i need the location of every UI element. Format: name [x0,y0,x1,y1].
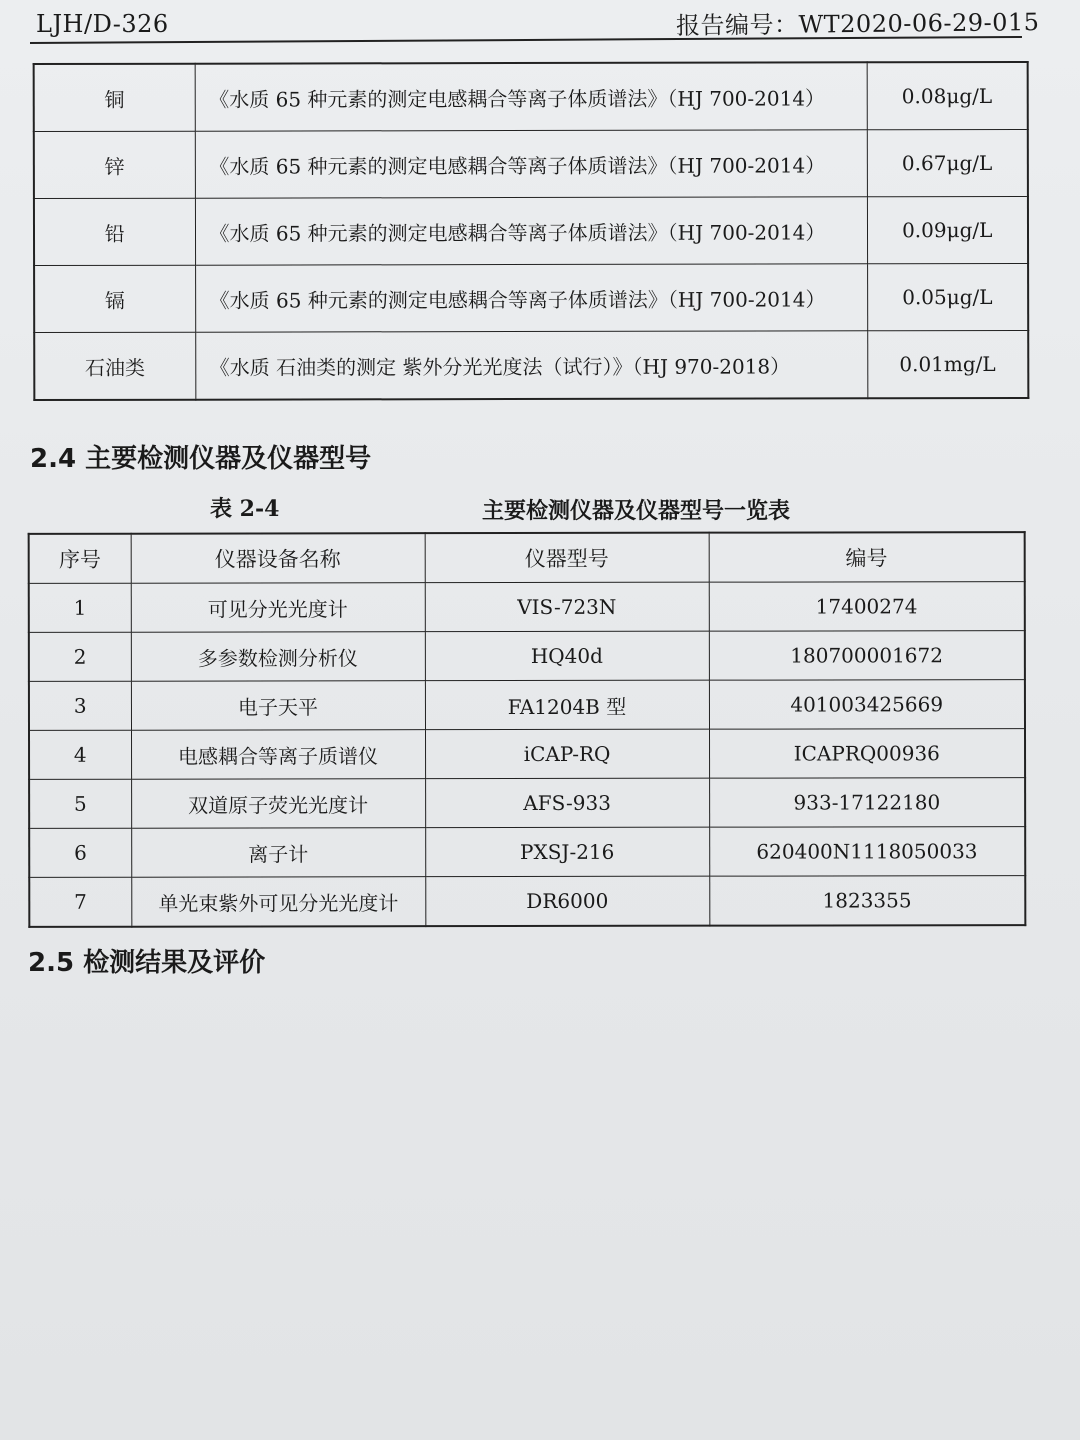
number-cell: 17400274 [709,582,1025,632]
table-row [29,729,1025,780]
header-number: 编号 [709,532,1025,582]
doc-code: LJH/D-326 [36,10,169,38]
table-row [34,129,1028,198]
method-cell: 《水质 石油类的测定 紫外分光光度法（试行）》（HJ 970-2018） [195,331,867,400]
model-cell: HQ40d [425,631,709,680]
table-title: 主要检测仪器及仪器型号一览表 [482,498,791,524]
serial-cell: 4 [29,730,131,779]
model-cell: DR6000 [425,876,709,926]
table-row [29,680,1025,731]
limit-cell: 0.08μg/L [867,62,1028,130]
table-row [29,631,1025,682]
serial-cell: 7 [29,877,131,927]
method-cell: 《水质 65 种元素的测定电感耦合等离子体质谱法》（HJ 700-2014） [195,264,867,332]
methods-table [33,61,1030,401]
table-row [29,778,1025,829]
report-number: 报告编号：WT2020-06-29-015 [675,8,1040,40]
table-header-row [29,532,1025,583]
instrument-name-cell: 双道原子荧光光度计 [131,779,425,829]
section-heading-2-5: 2.5 检测结果及评价 [28,948,266,978]
instrument-name-cell: 单光束紫外可见分光光度计 [131,877,425,927]
serial-cell: 5 [29,779,131,828]
header-serial: 序号 [29,534,131,584]
table-row [34,263,1028,332]
section-heading-2-4: 2.4 主要检测仪器及仪器型号 [30,444,372,474]
instrument-name-cell: 多参数检测分析仪 [131,632,425,682]
model-cell: iCAP-RQ [425,729,709,778]
item-cell: 铜 [34,64,195,132]
table-label: 表 2-4 [210,496,280,522]
number-cell: 933-17122180 [709,778,1025,828]
model-cell: AFS-933 [425,778,709,827]
item-cell: 石油类 [34,332,195,400]
number-cell: ICAPRQ00936 [709,729,1025,779]
limit-cell: 0.01mg/L [867,330,1028,398]
table-row [29,876,1025,927]
number-cell: 1823355 [709,876,1025,926]
number-cell: 620400N1118050033 [709,827,1025,877]
table-row [34,330,1028,400]
header-rule [30,36,1022,44]
serial-cell: 6 [29,828,131,877]
header-model: 仪器型号 [425,533,709,583]
table-row [29,582,1025,633]
table-row [34,62,1028,132]
item-cell: 镉 [34,265,195,332]
instrument-name-cell: 可见分光光度计 [131,583,425,633]
table-row [29,827,1025,878]
instrument-name-cell: 电感耦合等离子质谱仪 [131,730,425,780]
limit-cell: 0.67μg/L [867,129,1028,196]
item-cell: 锌 [34,131,195,198]
method-cell: 《水质 65 种元素的测定电感耦合等离子体质谱法》（HJ 700-2014） [195,130,867,198]
method-cell: 《水质 65 种元素的测定电感耦合等离子体质谱法》（HJ 700-2014） [195,197,867,265]
serial-cell: 1 [29,583,131,632]
number-cell: 401003425669 [709,680,1025,730]
limit-cell: 0.09μg/L [867,196,1028,263]
limit-cell: 0.05μg/L [867,263,1028,330]
number-cell: 180700001672 [709,631,1025,681]
method-cell: 《水质 65 种元素的测定电感耦合等离子体质谱法》（HJ 700-2014） [195,62,867,131]
model-cell: PXSJ-216 [425,827,709,876]
header-instrument-name: 仪器设备名称 [131,533,425,583]
instruments-table [28,531,1027,928]
instrument-name-cell: 电子天平 [131,681,425,731]
model-cell: VIS-723N [425,582,709,631]
item-cell: 铅 [34,198,195,265]
serial-cell: 2 [29,632,131,681]
serial-cell: 3 [29,681,131,730]
instrument-name-cell: 离子计 [131,828,425,878]
model-cell: FA1204B 型 [425,680,709,729]
table-row [34,196,1028,265]
